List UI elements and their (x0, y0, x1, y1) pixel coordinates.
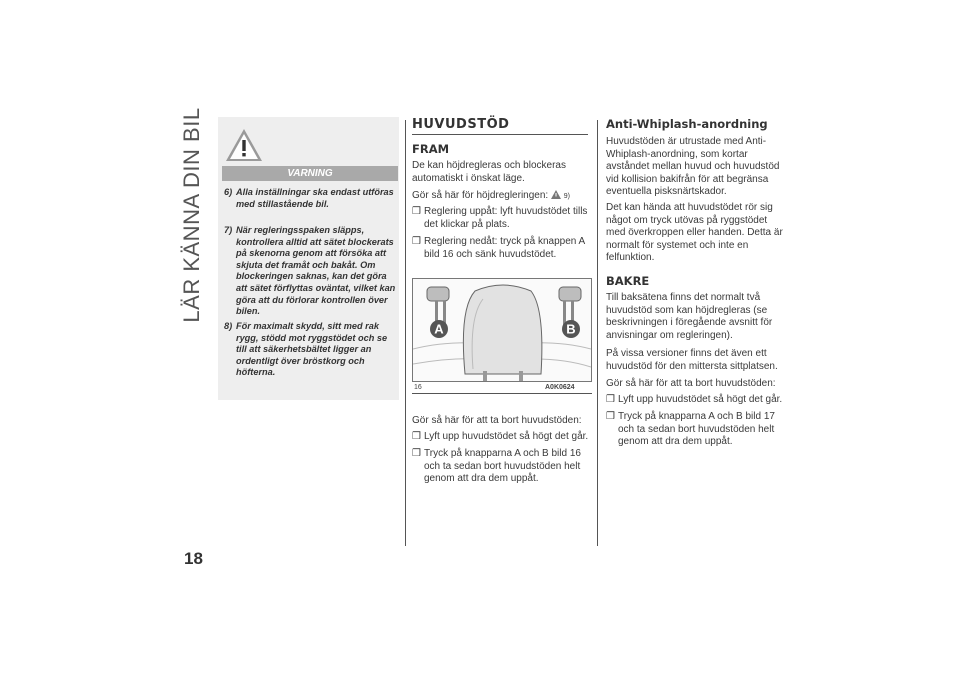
warning-icon (551, 190, 561, 199)
svg-text:B: B (566, 321, 576, 337)
subheading-anti-whiplash: Anti-Whiplash-anordning (606, 117, 768, 131)
list-item: ❒ Tryck på knapparna A och B bild 16 och ta sedan bort huvudstöden helt genom att dra dem uppåt. (412, 448, 581, 485)
page-number: 18 (184, 549, 203, 568)
warning-item-6: 6) Alla inställningar ska endast utföras med stillastående bil. (224, 187, 394, 209)
warning-item-7: 7) När regleringsspaken släpps, kontrollera alltid att sätet blockerats på skenorna genom att försöka att skjuta det framåt och bakåt. Om blockeringen saknas, kan det göra att sätet förflyttas oväntat, vilket kan göra att du förlorar kontrollen över bilen. (224, 225, 396, 317)
list-item: ❒ Reglering nedåt: tryck på knappen A bild 16 och sänk huvudstödet. (412, 236, 585, 260)
column-divider (597, 120, 598, 546)
list-item: ❒ Lyft upp huvudstödet så högt det går. (412, 431, 589, 442)
headrest-illustration (413, 279, 591, 381)
paragraph: Det kan hända att huvudstödet rör sig något om tryck utövas på ryggstödet med överkroppen eller handen. Detta är normalt för systemet och inte en felfunktion. (606, 202, 783, 264)
remove-label: Gör så här för att ta bort huvudstöden: (412, 415, 582, 426)
adjust-label: Gör så här för höjdregleringen: 9) (412, 190, 570, 201)
paragraph: Till baksätena finns det normalt två huvudstöd som kan höjdregleras (se beskrivningen i föregående avsnitt för anvisningar om regleringen). (606, 292, 773, 341)
svg-text:A: A (434, 321, 444, 337)
column-divider (405, 120, 406, 546)
paragraph: Huvudstöden är utrustade med Anti-Whiplash-anordning, som kortar avståndet mellan huvud och huvudstöd vid kollision bakifrån för att begränsa eventuella pisksnärtskador. (606, 136, 780, 198)
figure-code: A0K0624 (545, 384, 575, 391)
warning-triangle-icon (225, 128, 263, 162)
subheading-fram: FRAM (412, 142, 450, 156)
list-item: ❒ Reglering uppåt: lyft huvudstödet tills det klickar på plats. (412, 206, 588, 230)
paragraph: På vissa versioner finns det även ett huvudstöd för den mittersta sittplatsen. (606, 348, 778, 372)
paragraph-intro: De kan höjdregleras och blockeras automatiskt i önskat läge. (412, 160, 566, 184)
warning-item-8: 8) För maximalt skydd, sitt med rak rygg, stödd mot ryggstödet och se till att säkerhetsbältet ligger an ordentligt över bröstkorg och höfterna. (224, 321, 388, 378)
list-item: ❒ Tryck på knapparna A och B bild 17 och ta sedan bort huvudstöden helt genom att dra dem uppåt. (606, 411, 775, 448)
figure-divider (412, 393, 592, 394)
section-title-vertical: LÄR KÄNNA DIN BIL (179, 107, 204, 323)
figure-number: 16 (414, 384, 422, 391)
list-item: ❒ Lyft upp huvudstödet så högt det går. (606, 394, 783, 405)
section-heading: HUVUDSTÖD (412, 117, 588, 135)
warning-header: VARNING (222, 166, 398, 181)
subheading-bakre: BAKRE (606, 274, 650, 288)
remove-label: Gör så här för att ta bort huvudstöden: (606, 378, 776, 389)
headrest-figure (412, 278, 592, 382)
